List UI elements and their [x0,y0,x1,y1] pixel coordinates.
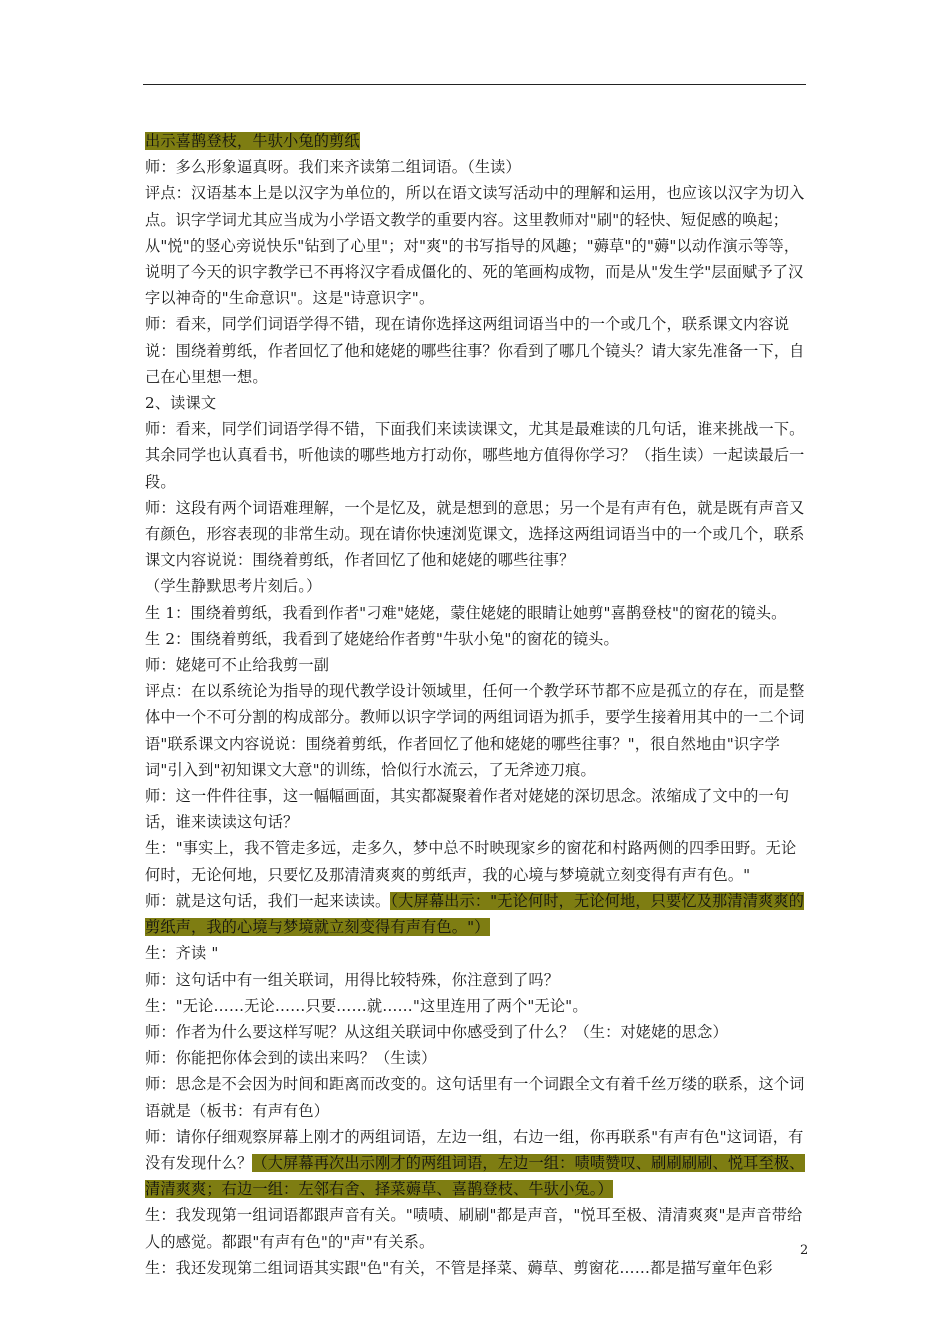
paragraph: 师：姥姥可不止给我剪一副 [145,656,330,675]
paragraph: 师：看来，同学们词语学得不错，现在请你选择这两组词语当中的一个或几个，联系课文内容说说：围绕着剪纸，作者回忆了他和姥姥的哪些往事？你看到了哪几个镜头？请大家先准备一下，自己在心里想一想。 [145,315,805,386]
paragraph: 师：作者为什么要这样写呢？从这组关联词中你感受到了什么？（生：对姥姥的思念） [145,1022,728,1041]
highlighted-screen-note: （大屏幕再次出示刚才的两组词语，左边一组：啧啧赞叹、刷刷刷刷、悦耳至极、清清爽爽；右边一组：左邻右舍、择菜薅草、喜鹊登枝、牛驮小兔。） [145,1153,805,1199]
header-rule [143,84,806,85]
paragraph [145,1124,810,1203]
paragraph: 师：多么形象逼真呀。我们来齐读第二组词语。（生读） [145,158,521,177]
paragraph-text: 师：就是这句话，我们一起来读读。 [145,891,391,910]
paragraph: 生："无论……无论……只要……就……"这里连用了两个"无论"。 [145,996,588,1015]
paragraph: 生 1：围绕着剪纸，我看到作者"刁难"姥姥，蒙住姥姥的眼睛让她剪"喜鹊登枝"的窗花的镜头。 [145,603,787,622]
highlighted-caption: 出示喜鹊登枝，牛驮小兔的剪纸 [145,132,360,150]
paragraph: 生 2：围绕着剪纸，我看到了姥姥给作者剪"牛驮小兔"的窗花的镜头。 [145,629,619,648]
paragraph: 师：你能把你体会到的读出来吗？（生读） [145,1049,437,1068]
paragraph: 师：这句话中有一组关联词，用得比较特殊，你注意到了吗？ [145,970,560,989]
paragraph: 师：这段有两个词语难理解，一个是忆及，就是想到的意思；另一个是有声有色，就是既有声音又有颜色，形容表现的非常生动。现在请你快速浏览课文，选择这两组词语当中的一个或几个，联系课文内容说说：围绕着剪纸，作者回忆了他和姥姥的哪些往事？ [145,498,805,570]
paragraph: 生：我发现第一组词语都跟声音有关。"啧啧、刷刷"都是声音，"悦耳至极、清清爽爽"是声音带给人的感觉。都跟"有声有色"的"声"有关系。 [145,1206,803,1251]
paragraph: 师：思念是不会因为时间和距离而改变的。这句话里有一个词跟全文有着千丝万缕的联系，这个词语就是（板书：有声有色） [145,1075,805,1120]
paragraph: 生：齐读 " [145,944,219,963]
paragraph: 生："事实上，我不管走多远，走多久，梦中总不时映现家乡的窗花和村路两侧的四季田野。无论何时，无论何地，只要忆及那清清爽爽的剪纸声，我的心境与梦境就立刻变得有声有色。" [145,839,797,884]
paragraph: （学生静默思考片刻后。） [145,577,322,596]
paragraph-comment: 评点：在以系统论为指导的现代教学设计领域里，任何一个教学环节都不应是孤立的存在，而是整体中一个不可分割的构成部分。教师以识字学词的两组词语为抓手，要学生接着用其中的一二个词语"联系课文内容说说：围绕着剪纸，作者回忆了他和姥姥的哪些往事？"，很自然地由"识字学词"引入到"初知课文大意"的训练，恰似行水流云，了无斧迹刀痕。 [145,682,805,779]
paragraph: 生：我还发现第二组词语其实跟"色"有关，不管是择菜、薅草、剪窗花……都是描写童年色彩 [145,1258,773,1277]
paragraph: 师：这一件件往事，这一幅幅画面，其实都凝聚着作者对姥姥的深切思念。浓缩成了文中的一句话，谁来读读这句话？ [145,787,790,832]
paragraph-caption [145,128,810,154]
page-number: 2 [800,1243,809,1258]
paragraph: 师：看来，同学们词语学得不错，下面我们来读读课文，尤其是最难读的几句话，谁来挑战一下。其余同学也认真看书，听他读的哪些地方打动你，哪些地方值得你学习？（指生读）一起读最后一段。 [145,420,805,491]
paragraph-text: 师：请你仔细观察屏幕上刚才的两组词语，左边一组，右边一组，你再联系"有声有色"这词语，有没有发现什么？ [145,1127,804,1172]
paragraph [145,888,810,940]
document-body [145,128,810,1281]
highlighted-screen-note: （大屏幕出示："无论何时，无论何地，只要忆及那清清爽爽的剪纸声，我的心境与梦境就立刻变得有声有色。"） [145,891,805,937]
section-heading: 2、读课文 [145,394,217,413]
paragraph-comment: 评点：汉语基本上是以汉字为单位的，所以在语文读写活动中的理解和运用，也应该以汉字为切入点。识字学词尤其应当成为小学语文教学的重要内容。这里教师对"刷"的轻快、短促感的唤起；从"悦"的竖心旁说快乐"钻到了心里"；对"爽"的书写指导的风趣；"薅草"的"薅"以动作演示等等，说明了今天的识字教学已不再将汉字看成僵化的、死的笔画构成物，而是从"发生学"层面赋予了汉字以神奇的"生命意识"。这是"诗意识字"。 [145,184,805,308]
